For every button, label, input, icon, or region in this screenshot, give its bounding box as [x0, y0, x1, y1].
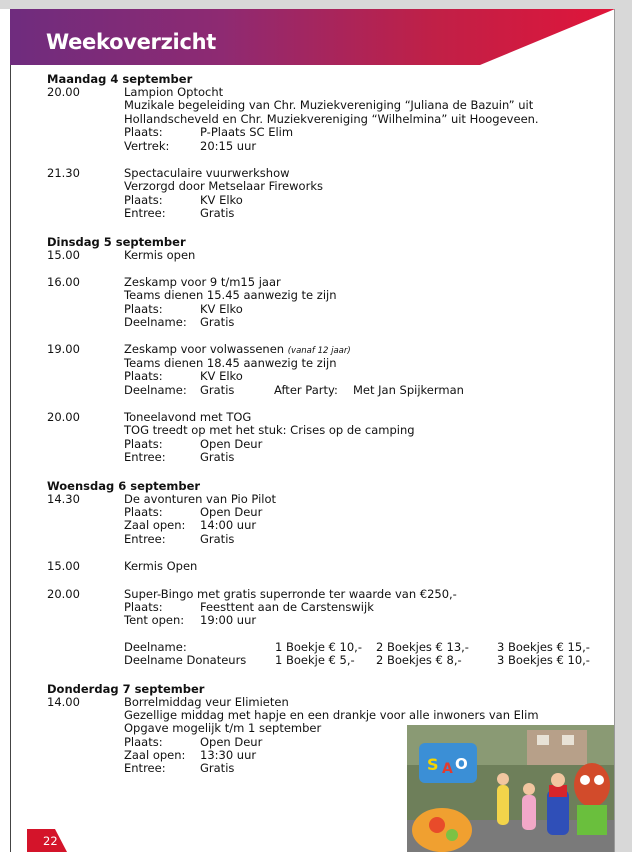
detail-value: Gratis: [200, 450, 235, 465]
price-1: 1 Boekje € 10,-: [275, 639, 362, 654]
event-time: 16.00: [47, 274, 80, 289]
event-time: 21.30: [47, 165, 80, 180]
detail-value: 19:00 uur: [200, 613, 257, 628]
event-text: Gezellige middag met hapje en een drankje voor alle inwoners van Elim: [124, 707, 539, 722]
detail-label: Entree:: [124, 206, 166, 221]
detail-value: KV Elko: [200, 301, 243, 316]
detail-value: 20:15 uur: [200, 138, 257, 153]
event-title: Spectaculaire vuurwerkshow: [124, 165, 290, 180]
event-title: Borrelmiddag veur Elimieten: [124, 694, 289, 709]
event: [47, 493, 607, 547]
event-title: Lampion Optocht: [124, 85, 224, 99]
event-title: Zeskamp voor 9 t/m15 jaar: [124, 274, 281, 289]
afterparty-value: Met Jan Spijkerman: [353, 382, 464, 397]
event-time: 20.00: [47, 410, 80, 425]
detail-value: Open Deur: [200, 504, 263, 519]
price-row: [47, 654, 607, 667]
event: [47, 249, 607, 262]
event-text: Muzikale begeleiding van Chr. Muziekvereniging “Juliana de Bazuin” uit: [124, 98, 534, 113]
detail-value: Gratis: [200, 761, 235, 776]
event-text: TOG treedt op met het stuk: Crises op de camping: [124, 423, 415, 438]
detail-label: Tent open:: [124, 613, 185, 628]
day-section: [47, 72, 607, 221]
detail-label: Plaats:: [124, 734, 163, 749]
page-shadow: [615, 0, 632, 852]
event-time: 14.30: [47, 491, 80, 506]
day-heading: Donderdag 7 september: [47, 681, 205, 696]
event: [47, 560, 607, 573]
price-1: 1 Boekje € 5,-: [275, 653, 355, 668]
schedule: [47, 72, 607, 790]
event-time: 19.00: [47, 342, 80, 357]
price-label: Deelname Donateurs: [124, 653, 247, 668]
page-edge: [614, 9, 615, 852]
detail-value: 13:30 uur: [200, 748, 257, 763]
day-heading: Woensdag 6 september: [47, 478, 201, 493]
svg-text:S: S: [427, 755, 439, 774]
detail-label: Zaal open:: [124, 518, 186, 533]
price-2: 2 Boekjes € 8,-: [376, 653, 462, 668]
event-time: 15.00: [47, 247, 80, 262]
detail-label: Entree:: [124, 450, 166, 465]
detail-label: Vertrek:: [124, 138, 170, 153]
detail-label: Deelname:: [124, 382, 187, 397]
parade-photo-art: [407, 725, 614, 852]
event-title: Kermis Open: [124, 559, 198, 574]
event: [47, 588, 607, 668]
afterparty-label: After Party:: [274, 382, 338, 397]
detail-value: Gratis: [200, 315, 235, 330]
detail-value: Gratis: [200, 531, 235, 546]
event: [47, 411, 607, 465]
event-title: Toneelavond met TOG: [124, 410, 252, 425]
detail-value: P-Plaats SC Elim: [200, 125, 294, 140]
detail-label: Entree:: [124, 761, 166, 776]
event-time: 14.00: [47, 694, 80, 709]
detail-value: Open Deur: [200, 734, 263, 749]
event-age-note: (vanaf 12 jaar): [287, 346, 351, 357]
detail-label: Plaats:: [124, 599, 163, 614]
svg-text:A: A: [442, 761, 453, 777]
detail-label: Zaal open:: [124, 748, 186, 763]
page-top-bar: [0, 0, 632, 9]
detail-value: KV Elko: [200, 369, 243, 384]
event-title: Kermis open: [124, 247, 196, 262]
price-label: Deelname:: [124, 639, 187, 654]
event-text: Teams dienen 18.45 aanwezig te zijn: [124, 355, 337, 370]
event: [47, 86, 607, 153]
detail-value: Open Deur: [200, 436, 263, 451]
event-title: De avonturen van Pio Pilot: [124, 491, 277, 506]
detail-value: KV Elko: [200, 192, 243, 207]
detail-label: Plaats:: [124, 125, 163, 140]
detail-label: Deelname:: [124, 315, 187, 330]
event: [47, 276, 607, 330]
event-text: Verzorgd door Metselaar Fireworks: [124, 179, 323, 194]
page-number: 22: [43, 834, 58, 848]
detail-label: Plaats:: [124, 192, 163, 207]
price-row: [47, 641, 607, 654]
event-time: 20.00: [47, 586, 80, 601]
svg-text:O: O: [455, 755, 468, 773]
day-section: [47, 235, 607, 465]
detail-value: Gratis: [200, 382, 235, 397]
event: [47, 343, 607, 397]
detail-label: Plaats:: [124, 436, 163, 451]
parade-photo: [407, 725, 614, 852]
event: [47, 167, 607, 221]
day-heading: Dinsdag 5 september: [47, 234, 186, 249]
detail-label: Plaats:: [124, 369, 163, 384]
event-time: 20.00: [47, 85, 80, 99]
event-text: Teams dienen 15.45 aanwezig te zijn: [124, 288, 337, 303]
page-title: Weekoverzicht: [46, 30, 216, 54]
event-text: Opgave mogelijk t/m 1 september: [124, 721, 322, 736]
detail-value: 14:00 uur: [200, 518, 257, 533]
event-text: Hollandscheveld en Chr. Muziekvereniging “Wilhelmina” uit Hoogeveen.: [124, 111, 539, 126]
day-section: [47, 479, 607, 668]
detail-label: Plaats:: [124, 504, 163, 519]
event-time: 15.00: [47, 559, 80, 574]
day-heading: Maandag 4 september: [47, 72, 193, 86]
left-rule: [10, 65, 11, 852]
price-3: 3 Boekjes € 10,-: [497, 653, 590, 668]
detail-value: Feesttent aan de Carstenswijk: [200, 599, 374, 614]
price-3: 3 Boekjes € 15,-: [497, 639, 590, 654]
detail-label: Entree:: [124, 531, 166, 546]
detail-label: Plaats:: [124, 301, 163, 316]
detail-value: Gratis: [200, 206, 235, 221]
price-2: 2 Boekjes € 13,-: [376, 639, 469, 654]
event-title: Super-Bingo met gratis superronde ter waarde van €250,-: [124, 586, 457, 601]
event-title: Zeskamp voor volwassenen: [124, 342, 285, 357]
